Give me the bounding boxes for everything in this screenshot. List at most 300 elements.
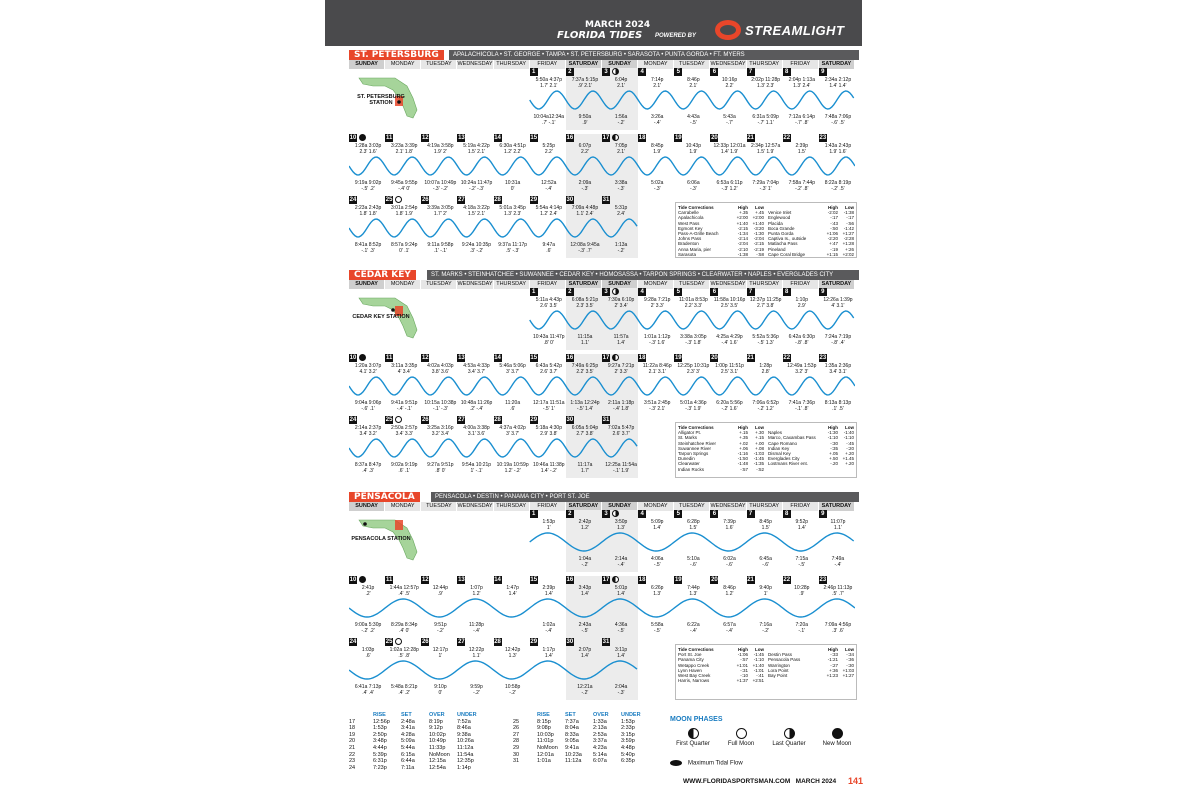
moon-table-cell: 12:54a	[429, 764, 446, 771]
high-tide-times: 4:02a 4:03p 3.8' 3.6'	[427, 363, 454, 375]
moon-table-cell: NoMoon	[429, 751, 450, 758]
high-tide-times: 1:44a 12:57p .4' .5'	[389, 585, 419, 597]
moon-table-header: OVER	[429, 712, 445, 718]
day-number: 28	[494, 417, 501, 423]
weekday-label: MONDAY	[385, 502, 421, 511]
day-number: 12	[421, 135, 429, 141]
weekday-label: TUESDAY	[674, 502, 710, 511]
high-tide-times: 6:28p 1.5'	[687, 519, 700, 531]
moon-table-cell: 2:53a	[593, 731, 607, 738]
day-number: 21	[747, 577, 754, 583]
weekday-label: FRIDAY	[530, 60, 566, 69]
first-moon-icon	[612, 134, 619, 141]
correction-cell: +1:37	[736, 678, 748, 684]
weekday-label: SUNDAY	[602, 60, 638, 69]
footer-month: MARCH 2024	[795, 778, 837, 785]
phases-word: PHASES	[693, 716, 723, 723]
low-tide-times: 2:14a -.4'	[614, 556, 628, 568]
low-tide-times: 9:10p 0'	[434, 684, 447, 696]
correction-cell: Warrington	[768, 662, 790, 668]
high-tide-times: 2:14a 2:37p 3.4' 3.2'	[354, 425, 382, 437]
moon-table-cell: NoMoon	[537, 744, 558, 751]
fish-icon	[670, 760, 682, 766]
high-tide-times: 5:46a 5:06p 3' 3.7'	[499, 363, 526, 375]
day-number: 15	[530, 355, 538, 361]
day-number: 18	[638, 577, 646, 583]
correction-cell: Cape Romano	[768, 440, 798, 446]
correction-cell: Indian Key	[768, 445, 790, 451]
correction-cell: +1:06	[826, 231, 838, 237]
day-number: 27	[458, 197, 465, 203]
low-tide-times: 9:45a 9:55p -.4' 0'	[391, 180, 418, 192]
moon-table-cell: 6:31p	[373, 758, 387, 765]
correction-cell: -:36	[846, 657, 854, 663]
weekday-label: FRIDAY	[530, 502, 566, 511]
tide-wave-line	[349, 88, 855, 112]
powered-by: POWERED BY	[655, 33, 697, 39]
day-number: 1	[530, 288, 538, 296]
high-tide-times: 3:43p 1.4'	[578, 585, 592, 597]
tide-week	[349, 288, 855, 350]
moon-table-cell: 4:28a	[401, 731, 415, 738]
moon-table-cell: 30	[513, 751, 520, 758]
low-tide-times: 9:59p -.2'	[470, 684, 483, 696]
day-number: 18	[638, 135, 646, 141]
correction-cell: Carrabelle	[678, 210, 699, 216]
correction-cell: -:17	[830, 215, 838, 221]
footer	[683, 778, 836, 785]
high-tide-times: 8:46p 2.1'	[687, 77, 700, 89]
station-title: PENSACOLA	[349, 492, 420, 502]
correction-cell: Pensacola Pass	[768, 657, 801, 663]
corr-header-low: Low	[845, 647, 854, 652]
high-tide-times: 12:17p 1'	[432, 647, 448, 659]
day-number: 30	[566, 197, 574, 203]
high-tide-times: 8:45p 1.9'	[650, 143, 664, 155]
high-tide-times: 11:22a 8:46p 2.1' 3.1'	[642, 363, 672, 375]
day-number: 16	[566, 577, 574, 583]
correction-cell: -1:30	[827, 430, 838, 436]
moon-table-cell: 26	[513, 725, 520, 732]
moon-table-cell: 3:37a	[593, 738, 607, 745]
day-number: 9	[819, 68, 827, 76]
moon-table-cell: 9:38a	[457, 731, 471, 738]
correction-cell: +.05	[829, 451, 838, 457]
correction-cell: -:20	[846, 445, 854, 451]
magazine-page	[325, 0, 862, 800]
tide-station	[349, 50, 855, 262]
day-number: 26	[421, 639, 429, 645]
high-tide-times: 1:43a 2:43p 1.9' 1.6'	[824, 143, 852, 155]
correction-cell: -1:34	[737, 231, 748, 237]
correction-cell: -1:38	[737, 251, 748, 257]
day-number: 30	[566, 639, 574, 645]
tide-week	[349, 576, 855, 638]
day-number: 1	[530, 510, 538, 518]
correction-cell: Port St. Joe	[678, 652, 702, 658]
last-quarter-moon-icon	[784, 728, 795, 739]
correction-cell: -2:04	[753, 236, 764, 242]
correction-cell: Punta Gorda	[768, 231, 794, 237]
correction-cell: +.15	[739, 430, 748, 436]
correction-cell: -:58	[756, 251, 764, 257]
day-number: 27	[458, 417, 465, 423]
correction-cell: +.50	[829, 456, 838, 462]
correction-cell: Tarpon Springs	[678, 451, 709, 457]
last-moon-icon	[612, 510, 619, 517]
moon-table-cell: 5:39p	[373, 751, 387, 758]
low-tide-times: 5:02a -.3'	[650, 180, 664, 192]
high-tide-times: 1:07p 1.2'	[470, 585, 483, 597]
moon-table-header: RISE	[373, 712, 386, 718]
moon-table-header: SET	[401, 712, 412, 718]
correction-cell: Sarasota	[678, 251, 697, 257]
correction-cell: Alligator Pt.	[678, 430, 702, 436]
correction-cell: Pass-A-Grille Beach	[678, 231, 719, 237]
station-title: CEDAR KEY	[349, 270, 416, 280]
moon-table-cell: 4:44p	[373, 744, 387, 751]
correction-cell: -3:20	[753, 225, 764, 231]
low-tide-times: 8:41a 8:52p -.1' .3'	[354, 242, 382, 254]
weekday-label: WEDNESDAY	[710, 503, 746, 509]
corr-header-high: High	[828, 647, 838, 652]
moon-table-cell: 1:53p	[621, 718, 635, 725]
moon-table-header: UNDER	[457, 712, 477, 718]
correction-cell: -1:50	[737, 456, 748, 462]
correction-cell: Dismal Key	[768, 451, 791, 457]
day-number: 30	[566, 417, 574, 423]
low-tide-times: 3:38a -.3'	[614, 180, 628, 192]
moon-table-cell: 11:12a	[565, 758, 582, 765]
correction-cell: +1:27	[842, 231, 854, 237]
day-number: 1	[530, 68, 538, 76]
correction-cell: -:30	[846, 662, 854, 668]
full-moon-label: Full Moon	[727, 741, 755, 747]
day-number: 14	[494, 135, 501, 141]
weekday-label: SATURDAY	[819, 280, 855, 289]
high-tide-times: 5:25p 2.2'	[542, 143, 556, 155]
low-tide-times: 9:51p -.2'	[434, 622, 447, 634]
low-tide-times: 12:08a 9:45a -.3' .7'	[570, 242, 600, 254]
day-number: 17	[602, 135, 610, 141]
correction-cell: -1:16	[737, 451, 748, 457]
last-quarter	[766, 728, 812, 747]
day-number: 4	[638, 288, 646, 296]
high-tide-times: 12:33p 12:01a 1.4' 1.9'	[713, 143, 746, 155]
weekday-label: SUNDAY	[349, 280, 385, 289]
weekday-label: TUESDAY	[421, 60, 457, 69]
correction-cell: +1:27	[842, 673, 854, 679]
low-tide-times: 9:02a 9:19p .6' .1'	[391, 462, 418, 474]
tide-station	[349, 270, 855, 482]
moon-table-cell: 5:44a	[401, 744, 415, 751]
tide-wave-line	[349, 154, 855, 178]
low-tide-times: 1:13a -.2'	[614, 242, 628, 254]
correction-cell: -1:03	[753, 451, 764, 457]
weekday-label: SATURDAY	[566, 60, 602, 69]
low-tide-times: 7:41a 7:36p -.1' .8'	[788, 400, 815, 412]
day-number: 11	[385, 355, 393, 361]
low-tide-times: 9:50a .9'	[578, 114, 592, 126]
day-number: 23	[819, 135, 827, 141]
high-tide-times: 2:39p 1.5'	[795, 143, 809, 155]
high-tide-times: 1:03p .6'	[361, 647, 375, 659]
high-tide-times: 6:07p 2.2'	[578, 143, 592, 155]
first-moon-icon	[612, 576, 619, 583]
low-tide-times: 8:13a 8:13p .1' .5'	[824, 400, 852, 412]
moon-table-cell: 1:14p	[457, 764, 471, 771]
low-tide-times: 7:49a -.4'	[831, 556, 845, 568]
high-tide-times: 6:43a 5:42p 2.6' 3.7'	[535, 363, 562, 375]
day-number: 13	[458, 355, 465, 361]
full-moon-icon	[395, 416, 402, 423]
moon-table-cell: 27	[513, 731, 520, 738]
low-tide-times: 6:31a 5:09p -.7' 1.1'	[752, 114, 779, 126]
day-number: 12	[421, 355, 429, 361]
low-tide-times: 10:31a 0'	[504, 180, 521, 192]
moon-table-cell: 12:35p	[457, 758, 474, 765]
moon-table-cell: 9:05a	[565, 738, 579, 745]
moon-table-cell: 23	[349, 758, 356, 765]
low-tide-times: 2:04a -.3'	[614, 684, 628, 696]
weekday-label: WEDNESDAY	[710, 281, 746, 287]
low-tide-times: 11:57a 1.4'	[613, 334, 629, 346]
full-moon	[718, 728, 764, 747]
high-tide-times: 2:07p 1.4'	[578, 647, 592, 659]
high-tide-times: 4:19a 3:58p 1.9' 2'	[427, 143, 454, 155]
high-tide-times: 12:26a 1:39p 4' 3.1'	[823, 297, 853, 309]
day-number: 5	[674, 510, 682, 518]
correction-cell: -2:20	[827, 236, 838, 242]
tide-station	[349, 492, 855, 704]
day-number: 7	[747, 68, 755, 76]
high-tide-times: 6:04p 2.1'	[614, 77, 628, 89]
weekday-label: THURSDAY	[494, 60, 530, 69]
moon-table-cell: 22	[349, 751, 356, 758]
page-number: 141	[848, 776, 864, 786]
station-areas: ST. MARKS • STEINHATCHEE • SUWANNEE • CEDAR KEY • HOMOSASSA • TARPON SPRINGS • CLEARWATER • NAPLES • EVERGLADES CITY	[427, 270, 859, 280]
day-number: 7	[747, 288, 755, 296]
correction-cell: +1:03	[842, 667, 854, 673]
corr-header-low: Low	[845, 425, 854, 430]
low-tide-times: 7:24a 7:19p -.8' .4'	[824, 334, 852, 346]
weekday-label: THURSDAY	[747, 280, 783, 289]
moon-table-cell: 7:11a	[401, 764, 415, 771]
day-number: 31	[602, 639, 610, 645]
low-tide-times: 2:09a -.3'	[578, 180, 592, 192]
low-tide-times: 11:15a 1.1'	[577, 334, 593, 346]
high-tide-times: 1:35a 2:36p 3.4' 3.1'	[824, 363, 852, 375]
high-tide-times: 7:44p 1.3'	[687, 585, 700, 597]
moon-table-cell: 2:48a	[401, 718, 415, 725]
day-number: 9	[819, 288, 827, 296]
day-number: 29	[530, 197, 538, 203]
day-number: 24	[349, 197, 357, 203]
moon-table-cell: 12:56p	[373, 718, 390, 725]
high-tide-times: 8:45p 1.5'	[759, 519, 772, 531]
moon-table-cell: 31	[513, 758, 520, 765]
correction-cell: Cape Coral Bridge	[768, 251, 806, 257]
low-tide-times: 4:25a 4:29p -.4' 1.6'	[716, 334, 743, 346]
moon-table-cell: 18	[349, 725, 356, 732]
correction-row	[768, 252, 854, 257]
moon-table-cell: 25	[513, 718, 520, 725]
moon-table-cell: 8:19p	[429, 718, 443, 725]
correction-cell: -:57	[740, 466, 748, 472]
correction-cell: West Bay Creek	[678, 673, 711, 679]
high-tide-times: 12:44p .9'	[432, 585, 448, 597]
moon-phases-legend	[670, 716, 860, 756]
low-tide-times: 11:28p -.4'	[469, 622, 484, 634]
tide-week	[349, 510, 855, 572]
moon-table-cell: 10:49p	[429, 738, 446, 745]
high-tide-times: 6:30a 4:51p 1.2' 2.2'	[499, 143, 526, 155]
moon-table-column	[565, 712, 582, 765]
moon-table-column	[457, 712, 477, 771]
low-tide-times: 7:16a -.2'	[759, 622, 772, 634]
high-tide-times: 2:34a 2:12p 1.4' 1.4'	[824, 77, 852, 89]
day-number: 11	[385, 135, 393, 141]
weekday-label: SUNDAY	[602, 502, 638, 511]
low-tide-times: 6:06a -.3'	[687, 180, 700, 192]
correction-cell: Harris, Narrows	[678, 678, 710, 684]
day-number: 6	[710, 288, 718, 296]
correction-cell: Steinhatchee River	[678, 440, 717, 446]
correction-cell: Bradenton	[678, 241, 699, 247]
low-tide-times: 5:52a 5:36p -.5' 1.3'	[752, 334, 779, 346]
moon-table-cell: 5:09a	[401, 738, 415, 745]
low-tide-times: 9:27a 9:51p .8' 0'	[427, 462, 454, 474]
correction-cell: -:50	[830, 225, 838, 231]
low-tide-times: 1:02a -.4'	[542, 622, 556, 634]
moon-table-column	[401, 712, 415, 771]
correction-cell: -1:38	[843, 210, 854, 216]
high-tide-times: 5:09p 1.4'	[650, 519, 664, 531]
low-tide-times: 9:19a 9:02p -.5' .2'	[354, 180, 382, 192]
correction-cell: Apalachicola	[678, 215, 704, 221]
weekday-label: WEDNESDAY	[457, 503, 493, 509]
low-tide-times: 10:48a 11:26p .2' -.4'	[460, 400, 493, 412]
max-tidal-flow-label: Maximum Tidal Flow	[688, 760, 743, 767]
high-tide-times: 9:40p 1'	[759, 585, 772, 597]
low-tide-times: 10:07a 10:49p -.3' -.2'	[424, 180, 457, 192]
weekday-label: FRIDAY	[783, 280, 819, 289]
correction-cell: -:30	[830, 440, 838, 446]
full-moon-icon	[736, 728, 747, 739]
moon-table-header: SET	[565, 712, 576, 718]
moon-table-cell: 5:14a	[593, 751, 607, 758]
correction-cell: -1:10	[827, 435, 838, 441]
moon-phases-title	[670, 716, 860, 723]
high-tide-times: 5:50a 4:37p 1.7' 2.1'	[535, 77, 562, 89]
corr-header-low: Low	[755, 205, 764, 210]
correction-row	[768, 673, 854, 678]
high-tide-times: 11:58a 10:16p 2.5' 3.5'	[713, 297, 746, 309]
low-tide-times: 12:17a 11:51a -.5' 1'	[532, 400, 565, 412]
high-tide-times: 11:01a 8:53p 2.2' 3.3'	[678, 297, 708, 309]
correction-cell: +1:40	[736, 220, 748, 226]
correction-cell: +.15	[755, 435, 764, 441]
corrections-column	[768, 425, 854, 467]
weekday-label: FRIDAY	[783, 502, 819, 511]
low-tide-times: 7:09a 4:56p .3' .6'	[824, 622, 852, 634]
high-tide-times: 12:37p 11:25p 2.7' 3.8'	[749, 297, 782, 309]
low-tide-times: 12:25a 11:54a -.1' 1.9'	[605, 462, 637, 474]
correction-cell: -1:45	[753, 652, 764, 658]
high-tide-times: 6:08a 5:21p 2.3' 3.5'	[571, 297, 599, 309]
day-number: 3	[602, 288, 610, 296]
moon-table-column	[373, 712, 390, 771]
correction-cell: +.20	[845, 461, 854, 467]
high-tide-times: 2:41p .2'	[361, 585, 375, 597]
low-tide-times: 5:10a -.6'	[687, 556, 700, 568]
moon-table-header: UNDER	[621, 712, 641, 718]
high-tide-times: 2:23a 2:43p 1.8' 1.8'	[354, 205, 382, 217]
tide-corrections	[675, 202, 857, 258]
correction-cell: +.02	[739, 440, 748, 446]
correction-cell: +.35	[739, 435, 748, 441]
correction-cell: +2:00	[736, 215, 748, 221]
low-tide-times: 4:06a -.5'	[650, 556, 664, 568]
weekday-label: TUESDAY	[421, 502, 457, 511]
correction-cell: +.35	[739, 210, 748, 216]
high-tide-times: 7:37a 5:15p .9' 2.1'	[571, 77, 599, 89]
corr-header-low: Low	[755, 425, 764, 430]
day-number: 15	[530, 135, 538, 141]
day-number: 2	[566, 510, 574, 518]
weekday-label: FRIDAY	[530, 280, 566, 289]
low-tide-times: 10:19a 10:59p 1.2' -.2'	[496, 462, 529, 474]
day-number: 12	[421, 577, 429, 583]
moon-table-cell: 1:01a	[537, 758, 551, 765]
correction-cell: +1:23	[826, 673, 838, 679]
correction-cell: Captiva Is., outside	[768, 236, 807, 242]
high-tide-times: 4:37a 4:02p 3' 3.7'	[499, 425, 526, 437]
correction-cell: -1:10	[753, 657, 764, 663]
day-number: 7	[747, 510, 755, 518]
moon-table-cell: 8:04a	[565, 725, 579, 732]
correction-cell: Lynn Haven	[678, 667, 702, 673]
moon-table-cell: 8:46a	[457, 725, 471, 732]
correction-cell: -2:15	[737, 225, 748, 231]
day-number: 6	[710, 68, 718, 76]
moon-table-column	[537, 712, 558, 765]
correction-cell: +.30	[755, 430, 764, 436]
moon-table-cell: 7:37a	[565, 718, 579, 725]
station-label: ST. PETERSBURG STATION	[357, 94, 405, 106]
weekday-label: THURSDAY	[494, 502, 530, 511]
correction-cell: West Pass	[678, 220, 700, 226]
correction-cell: +.00	[755, 440, 764, 446]
last-quarter-label: Last Quarter	[772, 741, 806, 747]
tide-wave-line	[349, 596, 855, 620]
tide-week	[349, 68, 855, 130]
correction-cell: Egmont Key	[678, 225, 703, 231]
correction-cell: -.20	[830, 461, 838, 467]
moon-table-header: OVER	[593, 712, 609, 718]
day-number: 4	[638, 510, 646, 518]
correction-cell: -:56	[846, 220, 854, 226]
footer-site[interactable]: WWW.FLORIDASPORTSMAN.COM	[683, 778, 791, 785]
low-tide-times: 10:04a12:34a .7' -.1'	[533, 114, 565, 126]
day-number: 17	[602, 355, 610, 361]
moon-table-cell: 21	[349, 744, 356, 751]
correction-cell: Lostmans River ent.	[768, 461, 809, 467]
day-number: 24	[349, 417, 357, 423]
day-number: 23	[819, 577, 827, 583]
low-tide-times: 3:38a 3:05p -.3' 1.8'	[680, 334, 707, 346]
high-tide-times: 7:02a 5:47p 2.6' 3.7'	[607, 425, 635, 437]
